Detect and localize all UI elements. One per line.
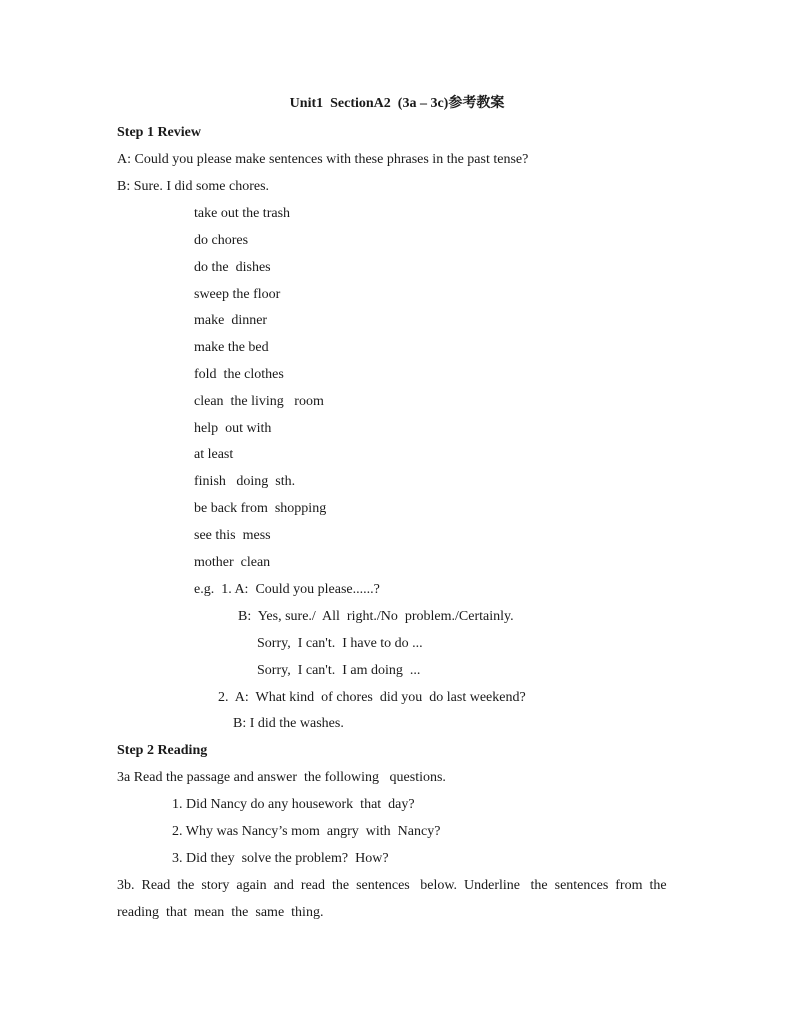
phrase-item: help out with xyxy=(194,421,272,436)
phrase-item: make dinner xyxy=(194,313,268,328)
phrase-item: see this mess xyxy=(194,528,271,543)
example1-question: e.g. 1. A: Could you please......? xyxy=(194,582,380,597)
step1-line-a: A: Could you please make sentences with these phrases in the past tense? xyxy=(117,152,529,167)
example2-answer: B: I did the washes. xyxy=(233,716,344,731)
phrase-item: mother clean xyxy=(194,555,271,570)
phrase-item: be back from shopping xyxy=(194,501,327,516)
question-item: 3. Did they solve the problem? How? xyxy=(172,851,389,866)
example1-refusal-2: Sorry, I can't. I am doing ... xyxy=(257,663,421,678)
phrase-item: do the dishes xyxy=(194,260,271,275)
example1-refusal-1: Sorry, I can't. I have to do ... xyxy=(257,636,423,651)
step1-line-b: B: Sure. I did some chores. xyxy=(117,179,270,194)
phrase-item: make the bed xyxy=(194,340,269,355)
phrase-item: at least xyxy=(194,447,234,462)
task-3a: 3a Read the passage and answer the following questions. xyxy=(117,770,446,785)
task-3b-line-1: 3b. Read the story again and read the sentences below. Underline the sentences from the xyxy=(117,878,667,893)
question-item: 1. Did Nancy do any housework that day? xyxy=(172,797,415,812)
phrase-item: take out the trash xyxy=(194,206,291,221)
example1-answer: B: Yes, sure./ All right./No problem./Certainly. xyxy=(238,609,514,624)
step1-heading: Step 1 Review xyxy=(117,125,201,140)
example2-question: 2. A: What kind of chores did you do last weekend? xyxy=(218,690,526,705)
question-item: 2. Why was Nancy’s mom angry with Nancy? xyxy=(172,824,441,839)
page-title: Unit1 SectionA2 (3a – 3c)参考教案 xyxy=(289,96,505,111)
phrase-item: do chores xyxy=(194,233,249,248)
phrase-item: fold the clothes xyxy=(194,367,284,382)
phrase-item: sweep the floor xyxy=(194,287,281,302)
task-3b-line-2: reading that mean the same thing. xyxy=(117,905,324,920)
phrase-item: clean the living room xyxy=(194,394,324,409)
phrase-item: finish doing sth. xyxy=(194,474,296,489)
step2-heading: Step 2 Reading xyxy=(117,743,208,758)
